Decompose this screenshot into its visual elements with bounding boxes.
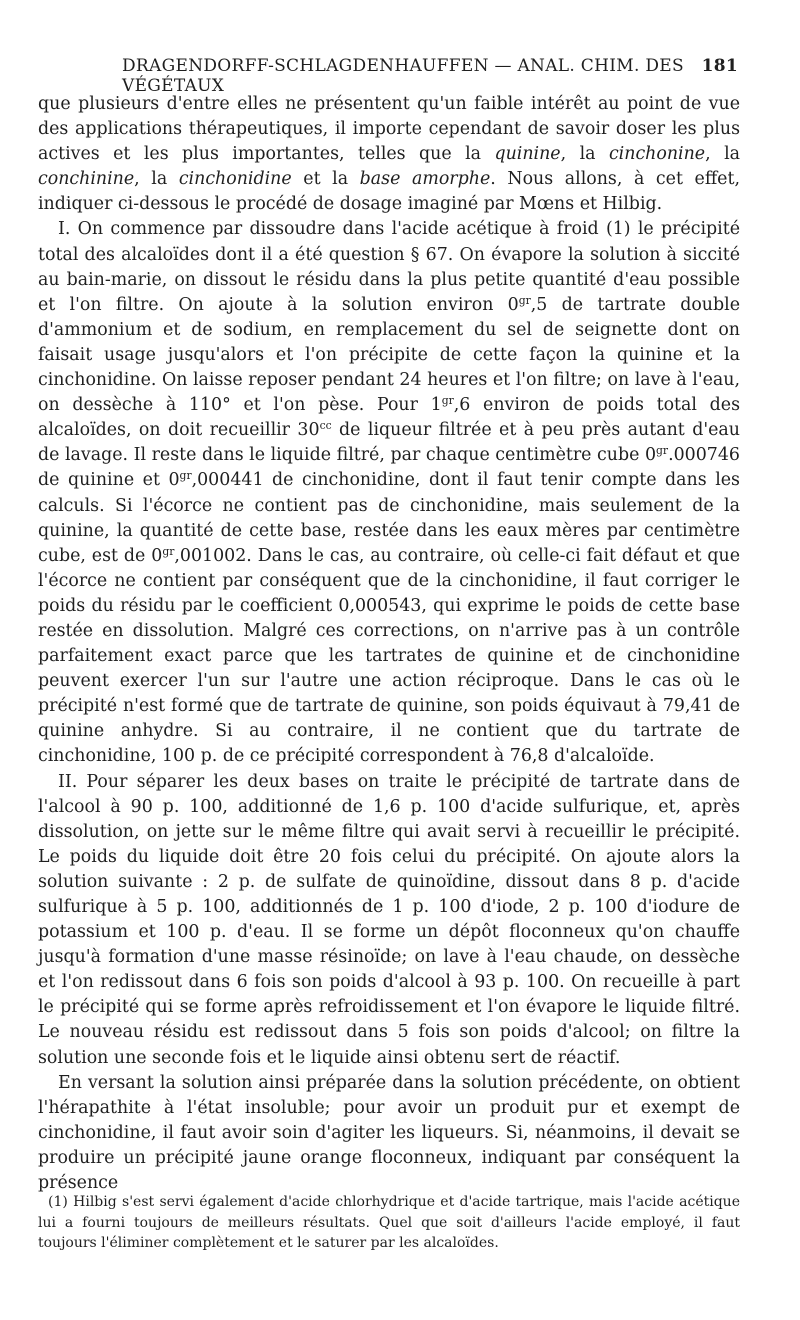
running-title: DRAGENDORFF-SCHLAGDENHAUFFEN — ANAL. CHIM. DES VÉGÉTAUX <box>122 56 684 96</box>
page-number: 181 <box>701 56 738 76</box>
term-base-amorphe: base amorphe <box>359 169 491 190</box>
paragraph-intro: que plusieurs d'entre elles ne présentent qu'un faible intérêt au point de vue des applications thérapeutiques, il importe cependant de savoir doser les plus actives et les plus importantes, telles que la quinine, la cinchonine, la conchinine, la cinchonidine et la base amorphe. Nous allons, à cet effet, indiquer ci-dessous le procédé de dosage imaginé par Mœns et Hilbig. <box>38 94 740 215</box>
term-quinine: quinine <box>494 144 561 165</box>
body-text <box>38 92 740 1196</box>
footnote-1: (1) Hilbig s'est servi également d'acide chlorhydrique et d'acide tartrique, mais l'acide acétique lui a fourni toujours de meilleurs résultats. Quel que soit d'ailleurs l'acide employé, il faut toujours l'éliminer complètement et le saturer par les alcaloïdes. <box>38 1194 740 1251</box>
term-cinchonidine: cinchonidine <box>178 169 292 190</box>
page-header <box>60 56 740 96</box>
footnotes <box>38 1192 740 1254</box>
term-cinchonine: cinchonine <box>608 144 706 165</box>
paragraph-herapathite: En versant la solution ainsi préparée dans la solution précédente, on obtient l'hérapathite à l'état insoluble; pour avoir un produit pur et exempt de cinchonidine, il faut avoir soin d'agiter les liqueurs. Si, néanmoins, il devait se produire un précipité jaune orange floconneux, indiquant par conséquent la présence <box>38 1072 740 1194</box>
paragraph-section-2: II. Pour séparer les deux bases on traite le précipité de tartrate dans de l'alcool à 90 p. 100, additionné de 1,6 p. 100 d'acide sulfurique, et, après dissolution, on jette sur le même filtre qui avait servi à recueillir le précipité. Le poids du liquide doit être 20 fois celui du précipité. On ajoute alors la solution suivante : 2 p. de sulfate de quinoïdine, dissout dans 8 p. d'acide sulfurique à 5 p. 100, additionnés de 1 p. 100 d'iode, 2 p. 100 d'iodure de potassium et 100 p. d'eau. Il se forme un dépôt floconneux qu'on chauffe jusqu'à formation d'une masse résinoïde; on lave à l'eau chaude, on dessèche et l'on redissout dans 6 fois son poids d'alcool à 93 p. 100. On recueille à part le précipité qui se forme après refroidissement et l'on évapore le liquide filtré. Le nouveau résidu est redissout dans 5 fois son poids d'alcool; on filtre la solution une seconde fois et le liquide ainsi obtenu sert de réactif. <box>38 771 740 1068</box>
paragraph-section-1: I. On commence par dissoudre dans l'acide acétique à froid (1) le précipité total des alcaloïdes dont il a été question § 67. On évapore la solution à siccité au bain-marie, on dissout le résidu dans la plus petite quantité d'eau possible et l'on filtre. On ajoute à la solution environ $0^{gr},5$ de tartrate double d'ammonium et de sodium, en remplacement du sel de seignette dont on faisait usage jusqu'alors et l'on précipite de cette façon la quinine et la cinchonidine. On laisse reposer pendant 24 heures et l'on filtre; on lave à l'eau, on dessèche à 110° et l'on pèse. Pour $1^{gr},6$ environ de poids total des alcaloïdes, on doit recueillir $30^{cc}$ de liqueur filtrée et à peu près autant d'eau de lavage. Il reste dans le liquide filtré, par chaque centimètre cube $0^{gr}.000746$ de quinine et $0^{gr},000441$ de cinchonidine, dont il faut tenir compte dans les calculs. Si l'écorce ne contient pas de cinchonidine, mais seulement de la quinine, la quantité de cette base, restée dans les eaux mères par centimètre cube, est de $0^{gr},001002$. Dans le cas, au contraire, où celle-ci fait défaut et que l'écorce ne contient par conséquent que de la cinchonidine, il faut corriger le poids du résidu par le coefficient 0,000543, qui exprime le poids de cette base restée en dissolution. Malgré ces corrections, on n'arrive pas à un contrôle parfaitement exact parce que les tartrates de quinine et de cinchonidine peuvent exercer l'un sur l'autre une action réciproque. Dans le cas où le précipité n'est formé que de tartrate de quinine, son poids équivaut à 79,41 de quinine anhydre. Si au contraire, il ne contient que du tartrate de cinchonidine, 100 p. de ce précipité correspondent à 76,8 d'alcaloïde. <box>38 219 741 767</box>
term-conchinine: conchinine <box>38 169 135 190</box>
